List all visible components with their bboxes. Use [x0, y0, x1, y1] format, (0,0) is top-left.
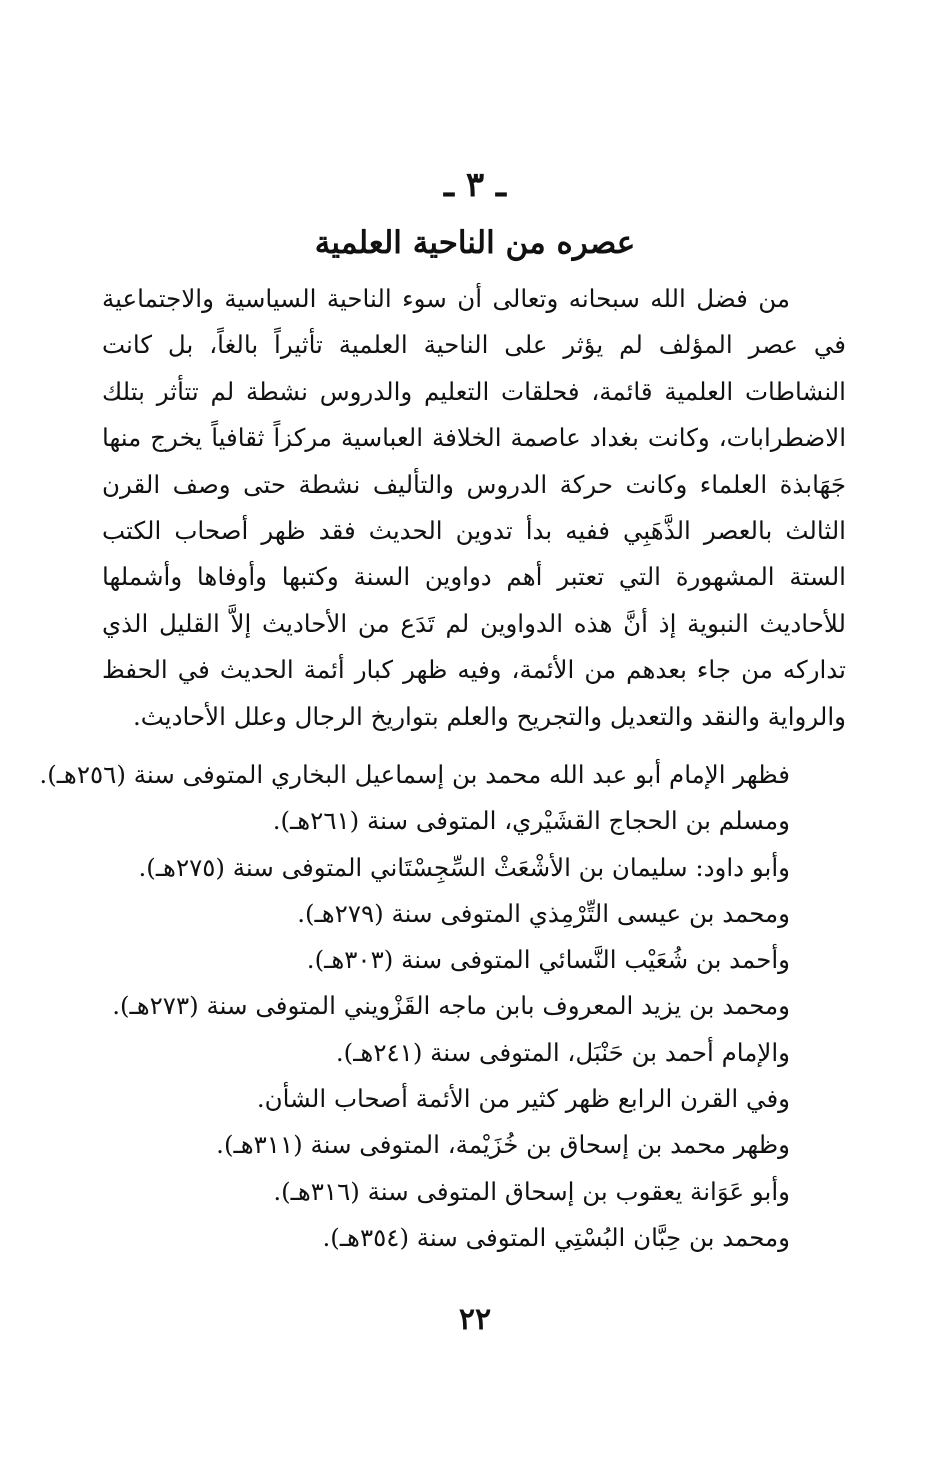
intro-paragraph: من فضل الله سبحانه وتعالى أن سوء الناحية السياسية والاجتماعية في عصر المؤلف لم يؤثر على الناحية العلمية تأثيراً بالغاً، بل كانت النشاطات العلمية قائمة، فحلقات التعليم والدروس نشطة لم تتأثر بتلك الاضطرابات، وكانت بغداد عاصمة الخلافة العباسية مركزاً ثقافياً يخرج منها جَهَابذة العلماء وكانت حركة الدروس والتأليف نشطة حتى وصف القرن الثالث بالعصر الذَّهَبِي ففيه بدأ تدوين الحديث فقد ظهر أصحاب الكتب الستة المشهورة التي تعتبر أهم دواوين السنة وكتبها وأوفاها وأشملها للأحاديث النبوية إذ أنَّ هذه الدواوين لم تَدَع من الأحاديث إلاَّ القليل الذي تداركه من جاء بعدهم من الأئمة، وفيه ظهر كبار أئمة الحديث في الحفظ والرواية والنقد والتعديل والتجريح والعلم بتواريخ الرجال وعلل الأحاديث. [102, 284, 846, 731]
list-item: وأبو عَوَانة يعقوب بن إسحاق المتوفى سنة (٣١٦هـ). [273, 1176, 790, 1206]
list-item: ومحمد بن يزيد المعروف بابن ماجه القَزْويني المتوفى سنة (٢٧٣هـ). [112, 991, 790, 1021]
page-number: ٢٢ [458, 1302, 492, 1337]
section-title: عصره من الناحية العلمية [314, 225, 636, 261]
list-item: وفي القرن الرابع ظهر كثير من الأئمة أصحاب الشأن. [256, 1084, 790, 1114]
scholars-list [39, 752, 790, 1261]
list-item: وأحمد بن شُعَيْب النَّسائي المتوفى سنة (٣٠٣هـ). [306, 945, 790, 975]
list-item: وأبو داود: سليمان بن الأشْعَثْ السِّجِسْتَاني المتوفى سنة (٢٧٥هـ). [138, 852, 790, 882]
list-item: ومسلم بن الحجاج القشَيْري، المتوفى سنة (٢٦١هـ). [272, 806, 790, 836]
section-number: ـ ٣ ـ [444, 165, 506, 205]
list-item: فظهر الإمام أبو عبد الله محمد بن إسماعيل البخاري المتوفى سنة (٢٥٦هـ). [39, 760, 790, 789]
list-item: ومحمد بن حِبَّان البُسْتِي المتوفى سنة (٣٥٤هـ). [322, 1222, 790, 1252]
list-item: وظهر محمد بن إسحاق بن خُزَيْمة، المتوفى سنة (٣١١هـ). [216, 1130, 790, 1160]
list-item: والإمام أحمد بن حَنْبَل، المتوفى سنة (٢٤١هـ). [335, 1037, 790, 1067]
list-item: ومحمد بن عيسى التِّرْمِذي المتوفى سنة (٢٧٩هـ). [297, 898, 790, 928]
